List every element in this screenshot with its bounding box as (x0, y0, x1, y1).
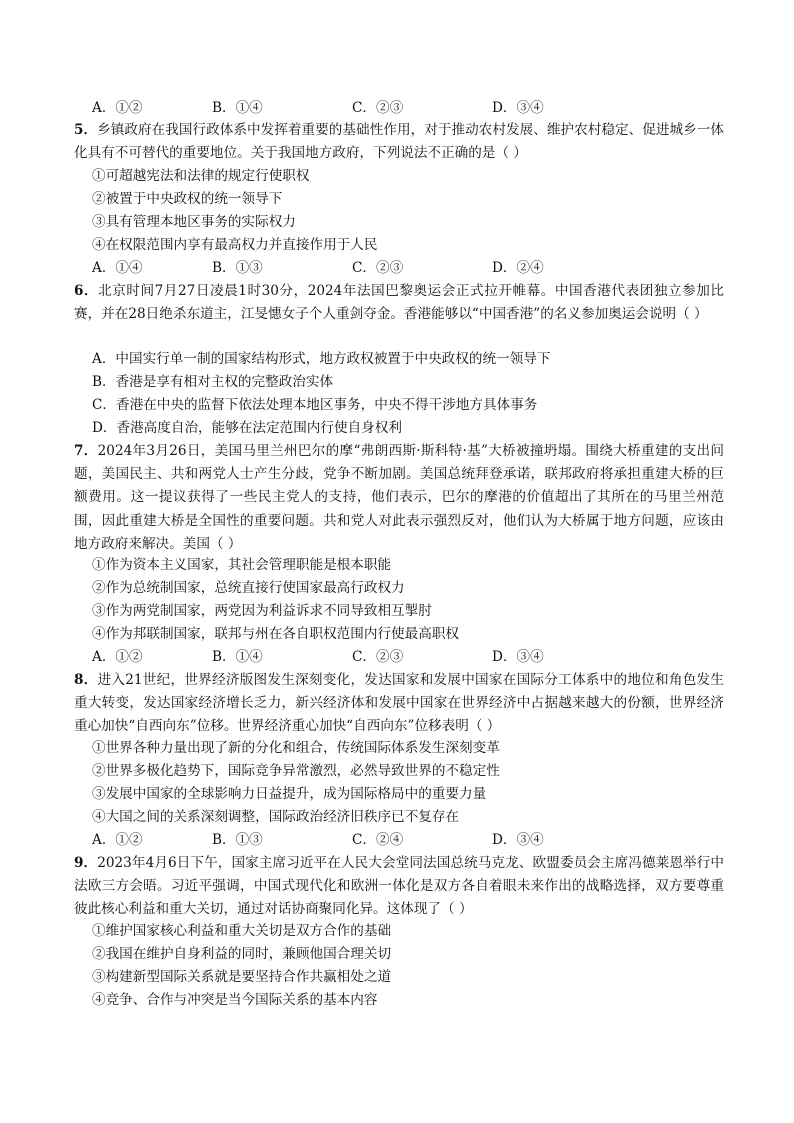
q5-option-2: ②被置于中央政权的统一领导下 (92, 191, 283, 207)
q6-option-d[interactable]: D．香港高度自治，能够在法定范围内行使自身权利 (92, 420, 402, 436)
q7-option-1: ①作为资本主义国家，其社会管理职能是根本职能 (92, 557, 392, 573)
question-number: 6． (74, 283, 99, 299)
q5-option-4: ④在权限范围内享有最高权力并直接作用于人民 (92, 237, 378, 253)
q4-answer-c[interactable]: C．②③ (352, 100, 404, 116)
q4-answer-b[interactable]: B．①④ (212, 100, 263, 116)
q5-answer-a[interactable]: A．①④ (92, 260, 143, 276)
question-stem: 2024年3月26日，美国马里兰州巴尔的摩“弗朗西斯·斯科特·基”大桥被撞坍塌。围绕大桥重建的支出问题，美国民主、共和两党人士产生分歧，党争不断加剧。美国总统拜登承诺，联邦政府将承担重建大桥的巨额费用。这一提议获得了一些民主党人的支持，他们表示，巴尔的摩港的价值超出了其所在的马里兰州范围，因此重建大桥是全国性的重要问题。共和党人对此表示强烈反对，他们认为大桥属于地方问题，应该由地方政府来解决。美国（ ） (74, 443, 724, 552)
q5-answer-b[interactable]: B．①③ (212, 260, 263, 276)
q7-answer-c[interactable]: C．②③ (352, 649, 404, 665)
q9-option-4: ④竞争、合作与冲突是当今国际关系的基本内容 (92, 992, 378, 1008)
q8-answer-b[interactable]: B．①③ (212, 832, 263, 848)
q9-option-3: ③构建新型国际关系就是要坚持合作共赢相处之道 (92, 969, 392, 985)
q8-option-4: ④大国之间的关系深刻调整，国际政治经济旧秩序已不复存在 (92, 809, 460, 825)
q5-option-3: ③具有管理本地区事务的实际权力 (92, 214, 296, 230)
q8-answer-c[interactable]: C．②④ (352, 832, 404, 848)
q7-answer-d[interactable]: D．③④ (492, 649, 544, 665)
question-stem: 2023年4月6日下午，国家主席习近平在人民大会堂同法国总统马克龙、欧盟委员会主席冯德莱恩举行中法欧三方会晤。习近平强调，中国式现代化和欧洲一体化是双方各自着眼未来作出的战略选择，双方要尊重彼此核心利益和重大关切，通过对话协商聚同化异。这体现了（ ） (74, 855, 724, 918)
q7-answer-b[interactable]: B．①④ (212, 649, 263, 665)
q5-answer-c[interactable]: C．②③ (352, 260, 404, 276)
q8-answer-a[interactable]: A．①② (92, 832, 143, 848)
question-9 (74, 852, 724, 922)
question-8 (74, 669, 724, 739)
q9-option-1: ①维护国家核心利益和重大关切是双方合作的基础 (92, 923, 392, 939)
q6-option-c[interactable]: C．香港在中央的监督下依法处理本地区事务，中央不得干涉地方具体事务 (92, 397, 538, 413)
question-6 (74, 280, 724, 326)
q5-answer-d[interactable]: D．②④ (492, 260, 544, 276)
q6-option-a[interactable]: A．中国实行单一制的国家结构形式，地方政权被置于中央政权的统一领导下 (92, 351, 551, 367)
question-number: 7． (74, 443, 98, 459)
q9-option-2: ②我国在维护自身利益的同时，兼顾他国合理关切 (92, 946, 392, 962)
q8-answer-d[interactable]: D．③④ (492, 832, 544, 848)
q4-answer-a[interactable]: A．①② (92, 100, 143, 116)
q5-option-1: ①可超越宪法和法律的规定行使职权 (92, 168, 310, 184)
question-stem: 进入21世纪，世界经济版图发生深刻变化，发达国家和发展中国家在国际分工体系中的地位和角色发生重大转变，发达国家经济增长乏力，新兴经济体和发展中国家在世界经济中占据越来越大的份额，世界经济重心加快“自西向东”位移。世界经济重心加快“自西向东”位移表明（ ） (74, 672, 724, 735)
question-stem: 乡镇政府在我国行政体系中发挥着重要的基础性作用，对于推动农村发展、维护农村稳定、促进城乡一体化具有不可替代的重要地位。关于我国地方政府，下列说法不正确的是（ ） (74, 122, 724, 162)
question-7 (74, 440, 724, 556)
q6-option-b[interactable]: B．香港是享有相对主权的完整政治实体 (92, 374, 334, 390)
q7-answer-a[interactable]: A．①② (92, 649, 143, 665)
question-5 (74, 119, 724, 165)
question-stem: 北京时间7月27日凌晨1时30分，2024年法国巴黎奥运会正式拉开帷幕。中国香港代表团独立参加比赛，并在28日绝杀东道主，江旻憓女子个人重剑夺金。香港能够以“中国香港”的名义参加奥运会说明（ ） (74, 283, 724, 323)
question-number: 9． (74, 855, 98, 871)
question-number: 5． (74, 122, 98, 138)
q4-answer-d[interactable]: D．③④ (492, 100, 544, 116)
q7-option-2: ②作为总统制国家，总统直接行使国家最高行政权力 (92, 580, 405, 596)
q8-option-3: ③发展中国家的全球影响力日益提升，成为国际格局中的重要力量 (92, 786, 487, 802)
question-number: 8． (74, 672, 98, 688)
q7-option-4: ④作为邦联制国家，联邦与州在各自职权范围内行使最高职权 (92, 626, 460, 642)
q8-option-2: ②世界多极化趋势下，国际竞争异常激烈，必然导致世界的不稳定性 (92, 763, 500, 779)
q8-option-1: ①世界各种力量出现了新的分化和组合，传统国际体系发生深刻变革 (92, 740, 500, 756)
q7-option-3: ③作为两党制国家，两党因为利益诉求不同导致相互掣肘 (92, 603, 432, 619)
